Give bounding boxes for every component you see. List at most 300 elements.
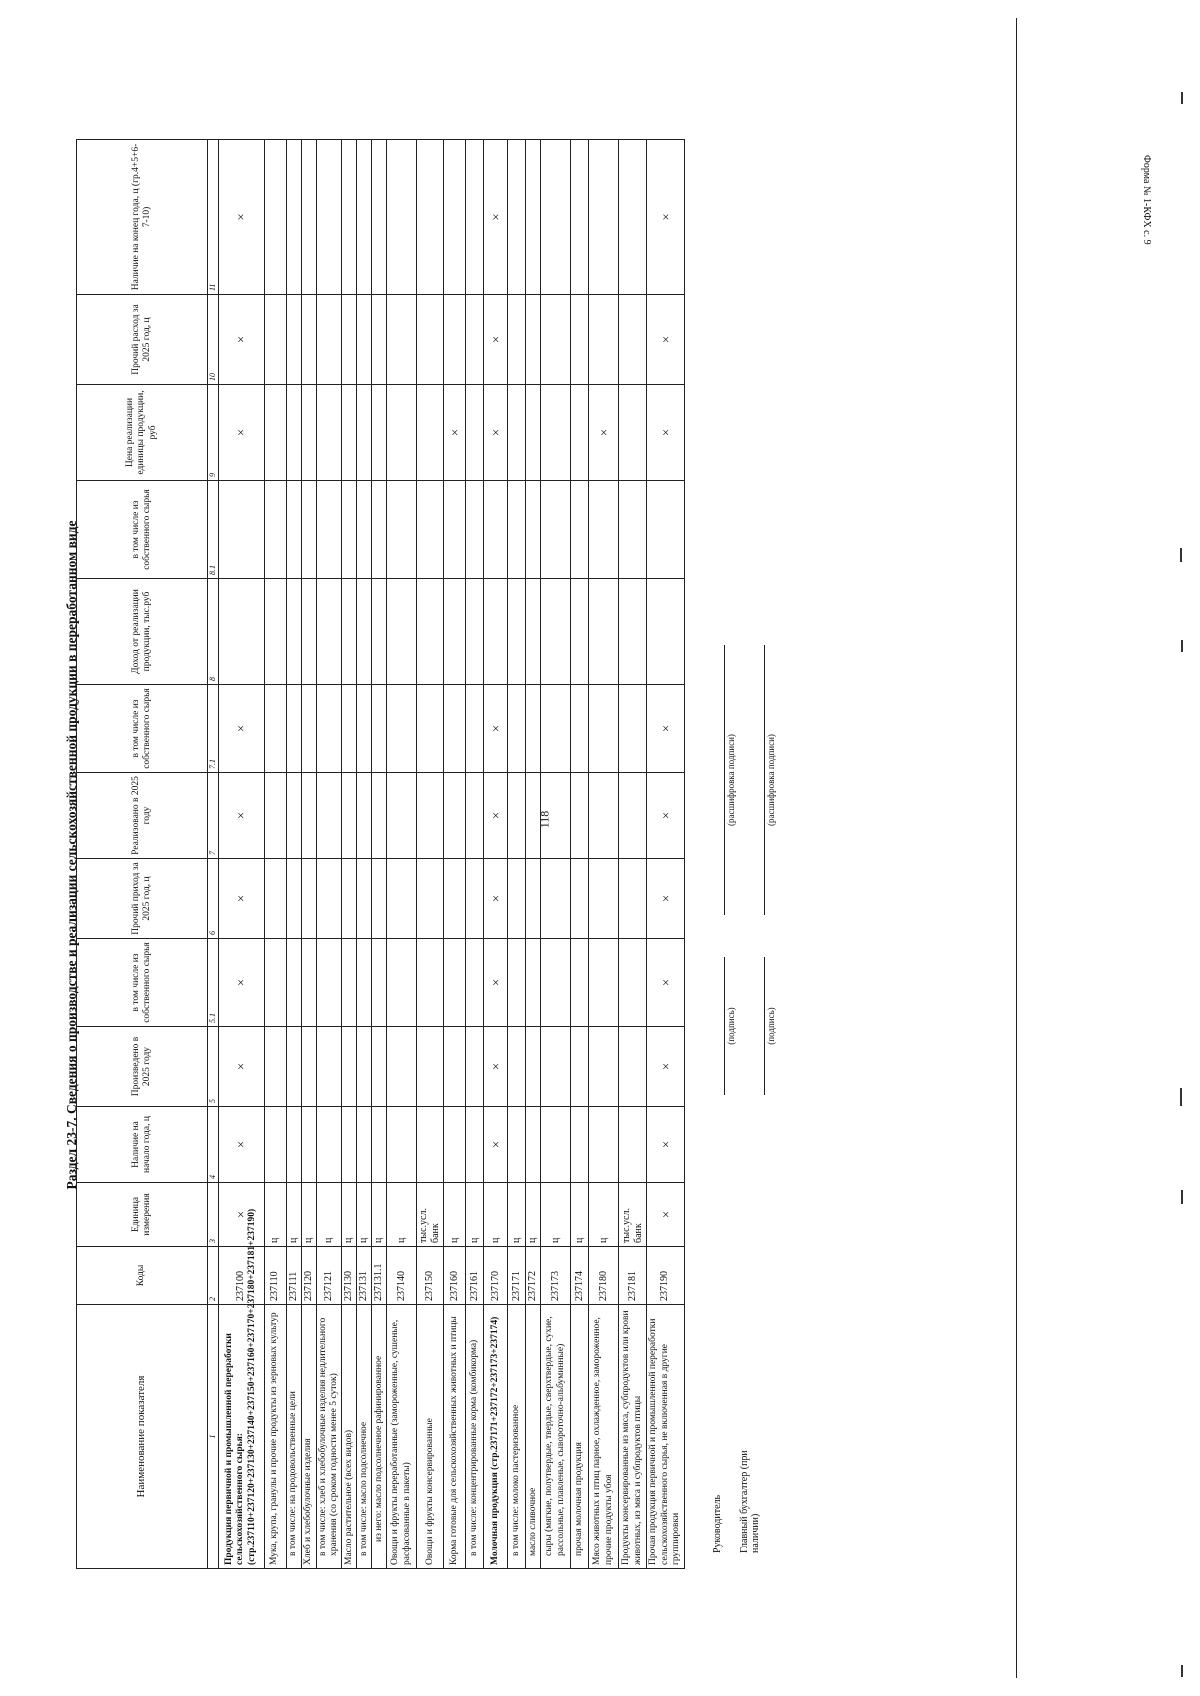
table-cell <box>264 1107 286 1183</box>
table-cell <box>387 859 417 939</box>
table-cell <box>466 295 484 385</box>
table-cell <box>466 685 484 773</box>
page-edge-line <box>1016 18 1017 1678</box>
table-row <box>466 140 484 1569</box>
table-cell <box>342 579 357 685</box>
table-cell <box>571 579 589 685</box>
row-unit: ц <box>484 1183 508 1247</box>
table-cell: × <box>589 385 619 481</box>
table-cell <box>372 859 387 939</box>
table-cell <box>508 579 526 685</box>
row-unit: ц <box>508 1183 526 1247</box>
table-cell <box>526 773 541 859</box>
table-cell <box>466 579 484 685</box>
row-name: Продукция первичной и промышленной переработки сельскохозяйственного сырья: (стр.237110+237120+237130+237140+237150+237160+237170+237180+237181+237190) <box>218 1305 264 1569</box>
table-cell <box>589 1107 619 1183</box>
header-row <box>77 140 208 1569</box>
col-number: 3 <box>208 1183 219 1247</box>
table-cell <box>619 579 647 685</box>
table-cell <box>619 939 647 1027</box>
table-cell <box>417 140 444 295</box>
accountant-signature-line <box>764 957 765 1095</box>
table-cell <box>484 579 508 685</box>
table-cell <box>508 1027 526 1107</box>
table-cell <box>264 481 286 579</box>
table-cell <box>264 295 286 385</box>
table-cell <box>541 939 571 1027</box>
row-code: 237173 <box>541 1247 571 1305</box>
table-cell <box>316 1027 342 1107</box>
table-cell: × <box>647 295 684 385</box>
row-name: масло сливочное <box>526 1305 541 1569</box>
row-unit: ц <box>316 1183 342 1247</box>
scan-mark <box>1181 1665 1183 1677</box>
col-header: Наличие на конец года, ц (гр.4+5+6-7-10) <box>77 140 208 295</box>
table-row <box>301 140 316 1569</box>
table-cell <box>387 385 417 481</box>
table-cell <box>264 385 286 481</box>
table-cell <box>218 579 264 685</box>
table-cell <box>316 1107 342 1183</box>
row-code: 237160 <box>444 1247 466 1305</box>
table-cell <box>387 1027 417 1107</box>
table-cell <box>264 140 286 295</box>
table-cell: × <box>647 859 684 939</box>
table-row <box>508 140 526 1569</box>
col-number: 10 <box>208 295 219 385</box>
table-row <box>647 140 684 1569</box>
table-cell <box>466 939 484 1027</box>
table-cell <box>619 773 647 859</box>
table-cell <box>508 481 526 579</box>
table-cell: × <box>218 295 264 385</box>
table-row <box>417 140 444 1569</box>
table-cell <box>526 939 541 1027</box>
row-unit: ц <box>342 1183 357 1247</box>
table-cell <box>526 859 541 939</box>
row-unit: тыс.усл. банк <box>619 1183 647 1247</box>
table-cell <box>357 685 372 773</box>
table-cell <box>541 481 571 579</box>
table-cell <box>342 295 357 385</box>
table-cell <box>589 685 619 773</box>
table-row <box>444 140 466 1569</box>
table-cell <box>571 773 589 859</box>
head-signature-line <box>724 957 725 1095</box>
table-row <box>264 140 286 1569</box>
row-name: Хлеб и хлебобулочные изделия <box>301 1305 316 1569</box>
table-cell <box>589 939 619 1027</box>
table-cell <box>301 773 316 859</box>
row-code: 237140 <box>387 1247 417 1305</box>
row-unit: ц <box>466 1183 484 1247</box>
table-cell <box>619 140 647 295</box>
row-code: 237161 <box>466 1247 484 1305</box>
scan-mark <box>1181 640 1183 652</box>
table-row <box>571 140 589 1569</box>
row-name: в том числе: масло подсолнечное <box>357 1305 372 1569</box>
row-name: в том числе: концентрированные корма (комбикорма) <box>466 1305 484 1569</box>
table-cell: × <box>218 773 264 859</box>
transcript-caption: (расшифровка подписи) <box>726 734 736 826</box>
table-cell <box>264 939 286 1027</box>
table-cell <box>466 1027 484 1107</box>
table-cell <box>466 481 484 579</box>
table-cell <box>589 773 619 859</box>
table-cell <box>619 1027 647 1107</box>
table-cell <box>619 685 647 773</box>
table-cell: × <box>484 1027 508 1107</box>
table-cell <box>526 140 541 295</box>
table-cell <box>619 1107 647 1183</box>
col-header: Единица измерения <box>77 1183 208 1247</box>
table-cell <box>387 481 417 579</box>
table-cell: × <box>218 939 264 1027</box>
row-name: в том числе: молоко пастеризованное <box>508 1305 526 1569</box>
table-cell <box>571 385 589 481</box>
table-cell <box>357 295 372 385</box>
data-table <box>76 139 685 1569</box>
table-cell <box>372 295 387 385</box>
table-cell <box>444 859 466 939</box>
table-cell <box>619 295 647 385</box>
table-cell <box>372 1027 387 1107</box>
table-cell: × <box>218 685 264 773</box>
row-code: 237190 <box>647 1247 684 1305</box>
row-unit: тыс.усл. банк <box>417 1183 444 1247</box>
table-cell <box>541 1107 571 1183</box>
table-cell <box>316 685 342 773</box>
row-name: сыры (мягкие, полутвердые, твердые, сверхтвердые, сухие, рассольные, плавленые, сывороточно-альбуминные) <box>541 1305 571 1569</box>
table-cell <box>444 685 466 773</box>
table-cell <box>541 385 571 481</box>
table-cell <box>342 939 357 1027</box>
table-cell <box>541 859 571 939</box>
row-name: Корма готовые для сельскохозяйственных животных и птицы <box>444 1305 466 1569</box>
table-cell: × <box>218 1107 264 1183</box>
table-cell <box>357 939 372 1027</box>
table-cell <box>342 1027 357 1107</box>
row-code: 237100 <box>218 1247 264 1305</box>
table-cell <box>526 579 541 685</box>
table-cell <box>444 140 466 295</box>
table-cell <box>589 579 619 685</box>
row-unit: ц <box>286 1183 301 1247</box>
table-cell <box>372 685 387 773</box>
table-cell <box>286 1107 301 1183</box>
table-cell <box>589 295 619 385</box>
table-cell <box>571 481 589 579</box>
table-cell <box>264 859 286 939</box>
table-cell <box>526 295 541 385</box>
table-cell <box>357 140 372 295</box>
table-cell <box>264 773 286 859</box>
table-cell <box>466 385 484 481</box>
col-header: Доход от реализации продукции, тыс.руб <box>77 579 208 685</box>
table-cell <box>526 385 541 481</box>
table-cell: × <box>484 295 508 385</box>
table-cell <box>342 385 357 481</box>
table-cell <box>541 579 571 685</box>
row-code: 237131 <box>357 1247 372 1305</box>
col-number: 8 <box>208 579 219 685</box>
table-cell <box>417 859 444 939</box>
row-unit: ц <box>357 1183 372 1247</box>
table-cell <box>301 385 316 481</box>
row-name: из него: масло подсолнечное рафинированное <box>372 1305 387 1569</box>
row-unit: ц <box>301 1183 316 1247</box>
scan-mark <box>1181 1190 1183 1204</box>
page-number: 118 <box>537 810 552 829</box>
table-cell: × <box>484 939 508 1027</box>
table-cell: × <box>647 1027 684 1107</box>
table-cell <box>372 579 387 685</box>
table-cell <box>342 685 357 773</box>
table-cell <box>286 579 301 685</box>
table-cell: × <box>647 773 684 859</box>
table-cell <box>357 859 372 939</box>
row-code: 237120 <box>301 1247 316 1305</box>
table-cell <box>264 579 286 685</box>
table-row <box>589 140 619 1569</box>
table-cell <box>417 1107 444 1183</box>
table-cell <box>357 385 372 481</box>
col-number: 4 <box>208 1107 219 1183</box>
row-code: 237131.1 <box>372 1247 387 1305</box>
table-cell <box>301 1027 316 1107</box>
signature-caption: (подпись) <box>766 1007 776 1045</box>
table-cell <box>387 579 417 685</box>
table-cell <box>417 481 444 579</box>
col-header: Наименование показателя <box>77 1305 208 1569</box>
table-cell <box>444 481 466 579</box>
table-row <box>357 140 372 1569</box>
col-header: Наличие на начало года, ц <box>77 1107 208 1183</box>
row-code: 237171 <box>508 1247 526 1305</box>
head-transcript-line <box>724 645 725 915</box>
table-row <box>619 140 647 1569</box>
col-header: Коды <box>77 1247 208 1305</box>
table-body <box>218 140 684 1569</box>
table-cell <box>526 685 541 773</box>
table-cell <box>541 140 571 295</box>
table-cell <box>589 1027 619 1107</box>
table-cell <box>571 859 589 939</box>
table-cell <box>508 140 526 295</box>
table-row <box>541 140 571 1569</box>
row-code: 237172 <box>526 1247 541 1305</box>
table-cell <box>508 859 526 939</box>
table-cell <box>466 1107 484 1183</box>
table-cell <box>301 1107 316 1183</box>
table-cell <box>372 385 387 481</box>
table-cell <box>286 1027 301 1107</box>
table-row <box>484 140 508 1569</box>
table-cell <box>387 140 417 295</box>
row-code: 237130 <box>342 1247 357 1305</box>
table-cell <box>264 1027 286 1107</box>
row-code: 237180 <box>589 1247 619 1305</box>
col-number: 7 <box>208 773 219 859</box>
table-cell <box>417 939 444 1027</box>
row-name: Овощи и фрукты консервированные <box>417 1305 444 1569</box>
row-unit: ц <box>541 1183 571 1247</box>
row-name: Масло растительное (всех видов) <box>342 1305 357 1569</box>
col-number: 1 <box>208 1305 219 1569</box>
col-header: Прочий приход за 2025 год, ц <box>77 859 208 939</box>
table-cell <box>372 773 387 859</box>
table-cell <box>647 579 684 685</box>
table-cell: × <box>647 1107 684 1183</box>
head-label: Руководитель <box>712 1494 723 1553</box>
rotated-form <box>64 138 782 1573</box>
table-cell <box>571 685 589 773</box>
table-cell <box>619 385 647 481</box>
table-cell <box>417 385 444 481</box>
table-cell <box>342 140 357 295</box>
scan-mark <box>1180 548 1182 562</box>
table-cell: × <box>218 1027 264 1107</box>
table-cell <box>508 939 526 1027</box>
table-cell <box>342 1107 357 1183</box>
row-name: Продукты консервированные из мяса, субпродуктов или крови животных, из мяса и субпродуктов птицы <box>619 1305 647 1569</box>
table-cell <box>444 939 466 1027</box>
table-cell <box>571 1027 589 1107</box>
table-cell <box>417 579 444 685</box>
table-cell <box>301 939 316 1027</box>
table-cell <box>571 140 589 295</box>
table-cell: × <box>647 939 684 1027</box>
table-cell <box>301 481 316 579</box>
table-cell: × <box>647 385 684 481</box>
table-cell <box>286 140 301 295</box>
col-header: Произведено в 2025 году <box>77 1027 208 1107</box>
table-cell <box>571 1107 589 1183</box>
table-row <box>526 140 541 1569</box>
col-header: Реализовано в 2025 году <box>77 773 208 859</box>
row-unit: ц <box>526 1183 541 1247</box>
row-unit: × <box>218 1183 264 1247</box>
table-cell <box>619 481 647 579</box>
row-code: 237111 <box>286 1247 301 1305</box>
col-header: Цена реализации единицы продукции, руб <box>77 385 208 481</box>
table-cell <box>286 295 301 385</box>
table-cell: × <box>484 140 508 295</box>
table-cell <box>316 773 342 859</box>
table-row <box>218 140 264 1569</box>
table-cell <box>342 773 357 859</box>
table-cell <box>466 773 484 859</box>
table-cell <box>316 579 342 685</box>
table-cell: × <box>647 685 684 773</box>
section-title: Раздел 23-7. Сведения о производстве и реализации сельскохозяйственной продукции в переработанном виде <box>64 520 79 1190</box>
row-code: 237174 <box>571 1247 589 1305</box>
row-name: Молочная продукция (стр.237171+237172+237173+237174) <box>484 1305 508 1569</box>
table-row <box>286 140 301 1569</box>
table-cell <box>589 140 619 295</box>
column-number-row <box>208 140 219 1569</box>
table-cell: × <box>647 140 684 295</box>
table-cell <box>357 773 372 859</box>
table-cell: × <box>218 140 264 295</box>
row-unit: ц <box>444 1183 466 1247</box>
table-cell <box>508 685 526 773</box>
row-name: в том числе: на продовольственные цели <box>286 1305 301 1569</box>
table-cell <box>571 939 589 1027</box>
table-cell <box>357 579 372 685</box>
signature-caption: (подпись) <box>726 1007 736 1045</box>
row-unit: × <box>647 1183 684 1247</box>
table-cell <box>571 295 589 385</box>
table-cell <box>417 295 444 385</box>
table-cell: × <box>444 385 466 481</box>
col-number: 6 <box>208 859 219 939</box>
table-row <box>372 140 387 1569</box>
accountant-label: Главный бухгалтер (при наличии) <box>739 1450 761 1553</box>
row-unit: ц <box>372 1183 387 1247</box>
table-cell: × <box>484 385 508 481</box>
table-cell <box>444 295 466 385</box>
table-cell <box>444 1027 466 1107</box>
table-row <box>342 140 357 1569</box>
row-code: 237170 <box>484 1247 508 1305</box>
table-cell <box>526 1107 541 1183</box>
table-cell <box>218 481 264 579</box>
table-cell <box>417 773 444 859</box>
row-unit: ц <box>571 1183 589 1247</box>
table-cell <box>541 773 571 859</box>
col-number: 5.1 <box>208 939 219 1027</box>
table-cell <box>316 481 342 579</box>
transcript-caption: (расшифровка подписи) <box>766 734 776 826</box>
row-name: в том числе: хлеб и хлебобулочные изделия недлительного хранения (со сроком годности менее 5 суток) <box>316 1305 342 1569</box>
table-cell <box>372 939 387 1027</box>
table-cell <box>466 140 484 295</box>
table-cell: × <box>484 685 508 773</box>
table-cell: × <box>484 1107 508 1183</box>
table-cell <box>316 385 342 481</box>
table-cell <box>387 685 417 773</box>
table-cell: × <box>218 385 264 481</box>
table-cell <box>286 939 301 1027</box>
table-cell <box>372 1107 387 1183</box>
table-cell <box>286 773 301 859</box>
table-cell <box>444 579 466 685</box>
table-cell <box>301 295 316 385</box>
table-cell <box>387 773 417 859</box>
row-code: 237110 <box>264 1247 286 1305</box>
table-cell: × <box>484 773 508 859</box>
table-cell <box>647 481 684 579</box>
table-cell <box>541 685 571 773</box>
col-number: 2 <box>208 1247 219 1305</box>
table-cell <box>286 481 301 579</box>
table-cell <box>526 481 541 579</box>
table-cell <box>286 685 301 773</box>
table-cell <box>316 939 342 1027</box>
form-label: Форма № 1-КФХ с. 9 <box>1141 155 1152 245</box>
table-cell <box>508 385 526 481</box>
row-unit: ц <box>387 1183 417 1247</box>
table-cell <box>286 385 301 481</box>
table-cell <box>372 140 387 295</box>
table-cell <box>541 1027 571 1107</box>
col-header: в том числе из собственного сырья <box>77 939 208 1027</box>
table-cell <box>387 939 417 1027</box>
col-number: 11 <box>208 140 219 295</box>
table-cell <box>417 685 444 773</box>
table-cell <box>301 579 316 685</box>
